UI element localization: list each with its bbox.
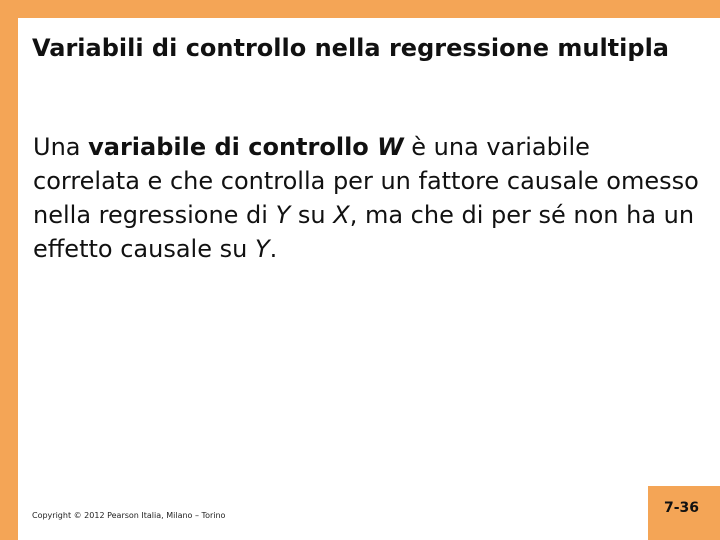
variable-x: X [333, 201, 350, 229]
body-text-1: Una [33, 133, 89, 161]
copyright-notice: Copyright © 2012 Pearson Italia, Milano – Torino [32, 511, 226, 520]
page-number: 7-36 [664, 500, 700, 516]
body-text-3: su [290, 201, 334, 229]
variable-y: Y [275, 201, 291, 229]
variable-y-2: Y [254, 235, 270, 263]
page-number-box [648, 486, 720, 540]
variable-w: W [377, 133, 404, 161]
control-variable-term: variabile di controllo [88, 133, 378, 161]
body-text-5: . [269, 235, 278, 263]
definition-paragraph [33, 130, 703, 266]
body-text-4: , ma che di per sé non ha un effetto causale su [33, 201, 695, 263]
body-text-2: è una variabile correlata e che controlla per un fattore causale omesso nella regressione di [33, 133, 699, 229]
slide-title: Variabili di controllo nella regressione multipla [32, 34, 669, 62]
slide [18, 18, 720, 540]
